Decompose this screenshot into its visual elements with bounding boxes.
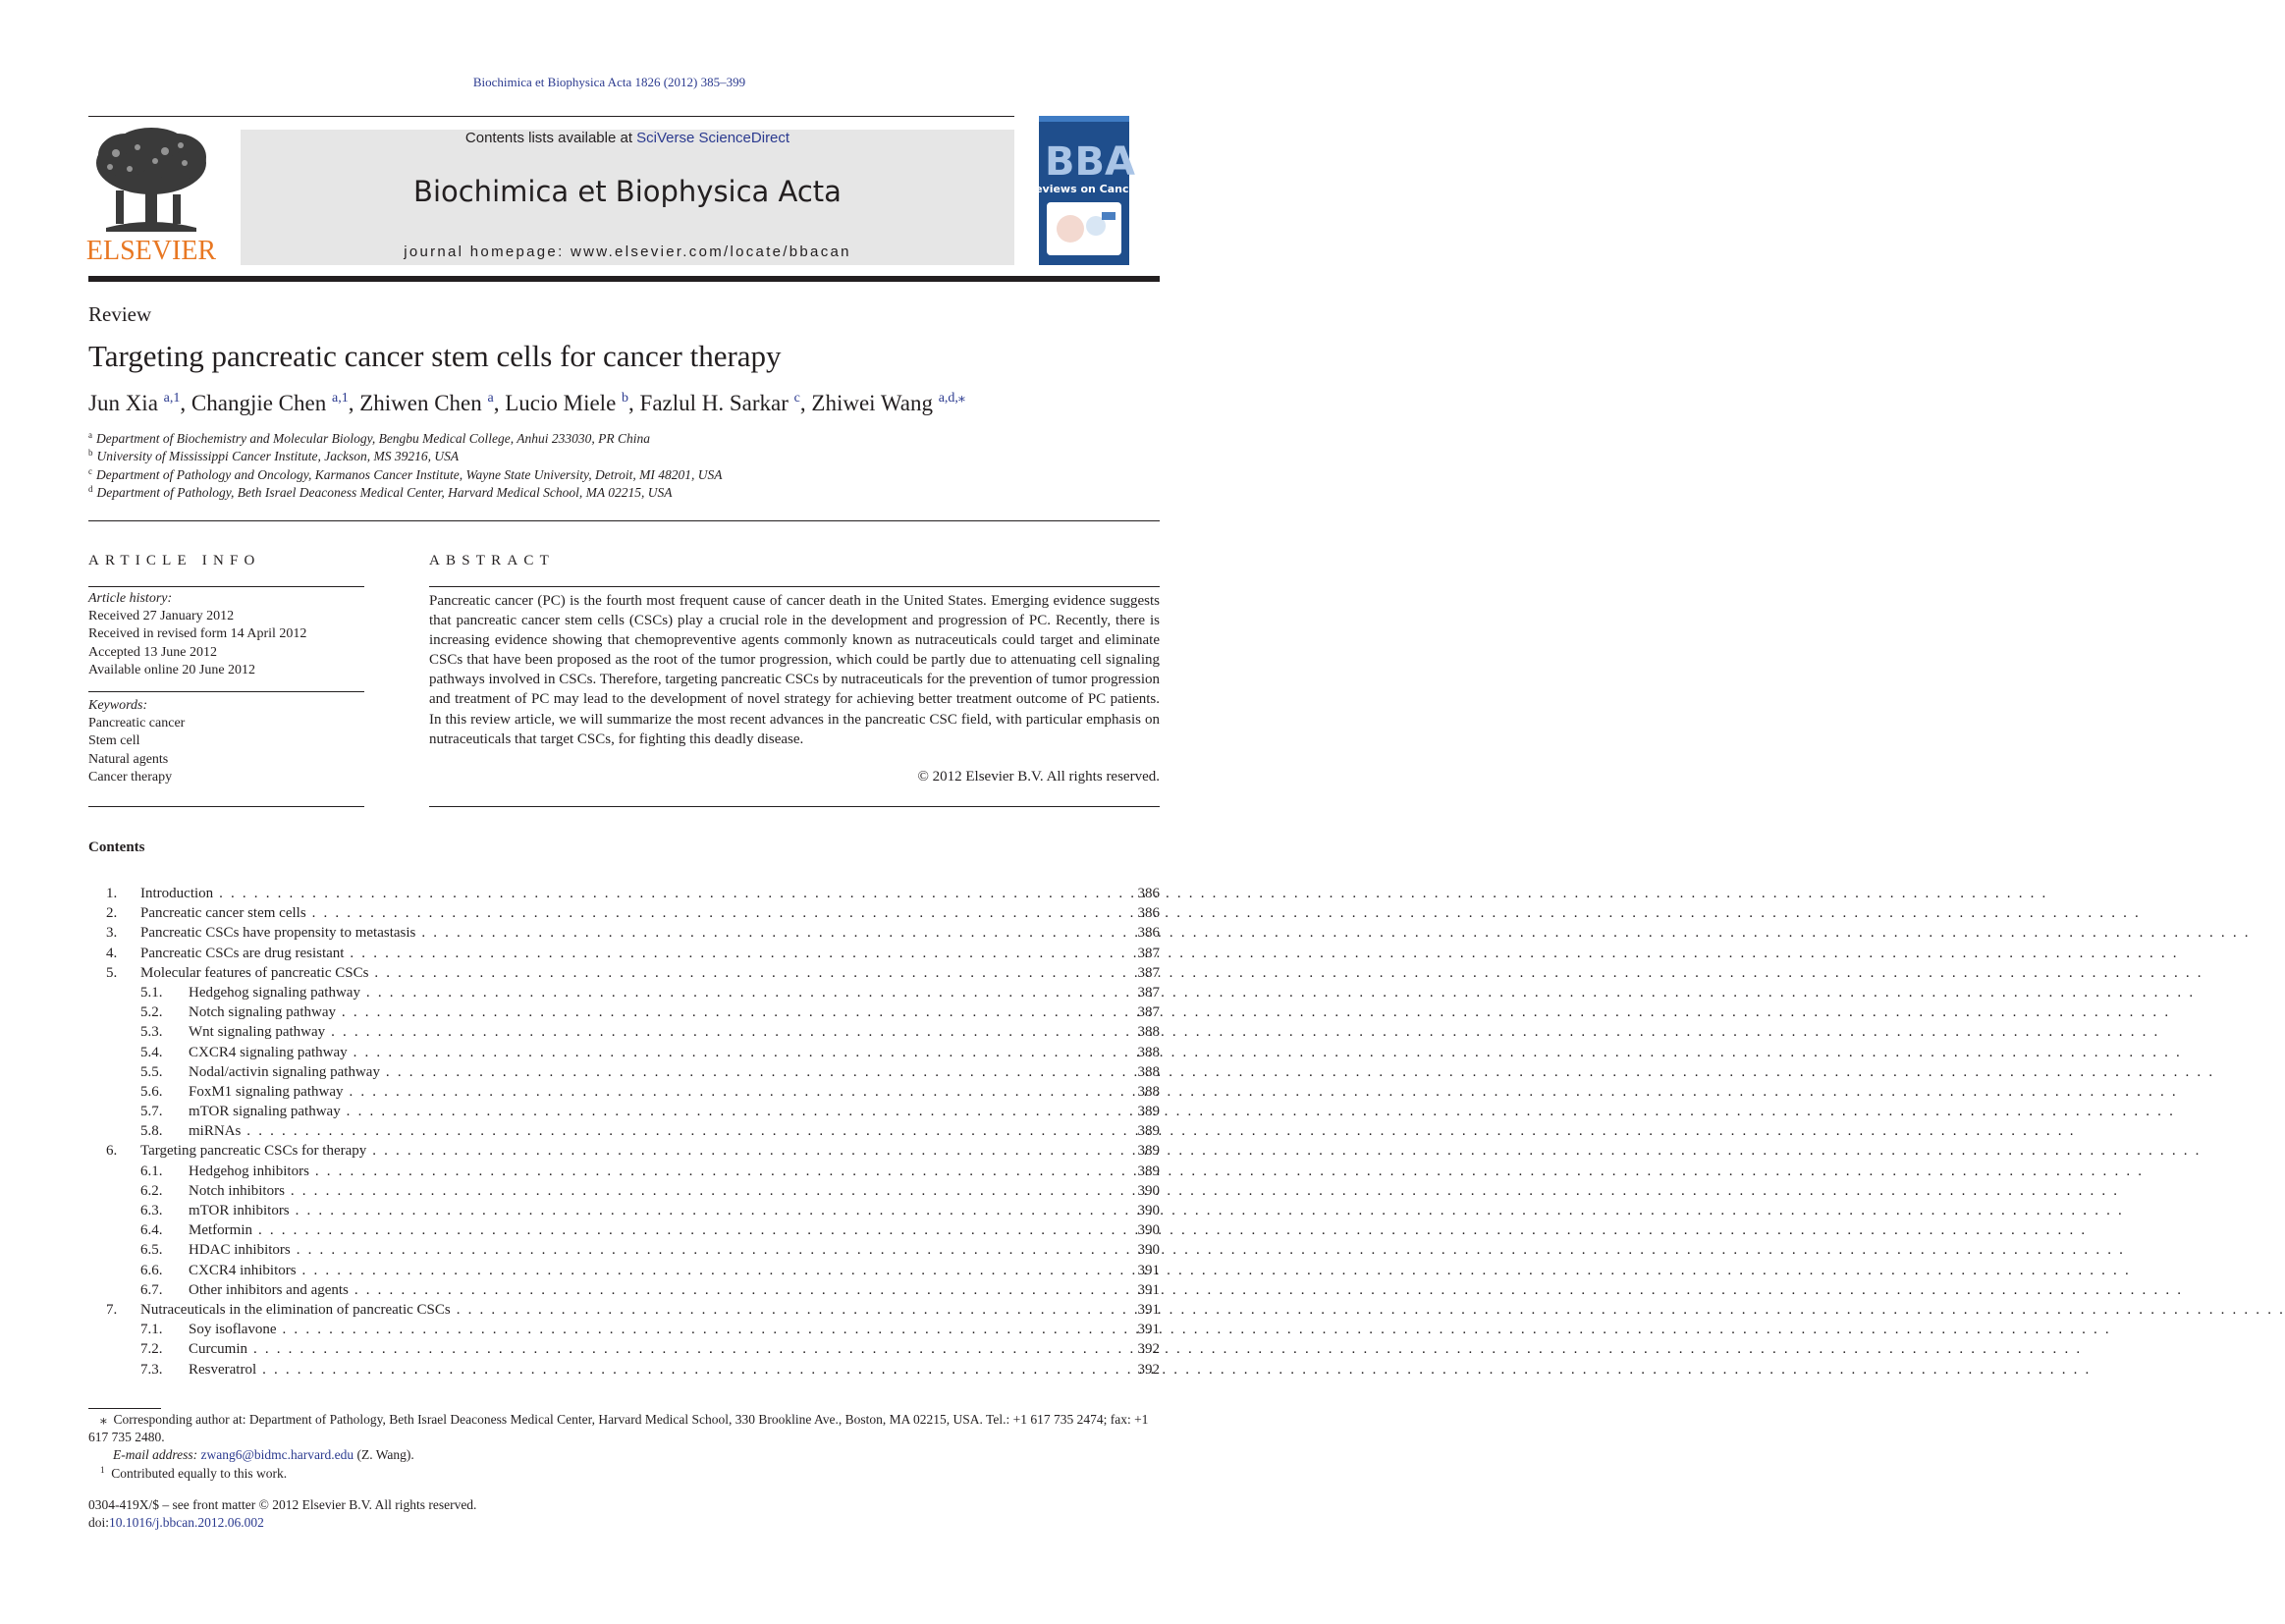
front-matter	[88, 1496, 476, 1532]
cover-title: BBA	[1045, 139, 1135, 185]
toc-entry-leader	[189, 1162, 1113, 1181]
toc-entry-leader	[189, 1339, 1113, 1359]
table-of-contents	[88, 884, 1160, 1380]
author-list: Jun Xia $^{a,1}$, Changjie Chen $^{a,1}$, Zhiwen Chen $^a$, Lucio Miele $^b$, Fazlul H. Sarkar $^c$, Zhiwei Wang $^{a,d,⁎}$	[88, 391, 965, 415]
email-label: E-mail address:	[113, 1447, 198, 1463]
abstract-text: Pancreatic cancer (PC) is the fourth most frequent cause of cancer death in the United States. Emerging evidence suggests that pancreatic cancer stem cells (CSCs) play a crucial role in the development and progression of PC. Recently, there is increasing evidence showing that chemopreventive agents commonly known as nutraceuticals could target and eliminate CSCs that have been proposed as the root of the tumor progression, which could be partly due to attenuating cell signaling pathways involved in CSCs. Therefore, targeting pancreatic CSCs by nutraceuticals for the prevention of tumor progression and treatment of PC may lead to the development of novel strategy for achieving better treatment outcome of PC patients. In this review article, we will summarize the most recent advances in the pancreatic CSC field, with particular emphasis on nutraceuticals that target CSCs, for fighting this deadly disease.	[429, 593, 1160, 747]
toc-entry[interactable]	[88, 923, 1160, 943]
issn-line: 0304-419X/$ – see front matter © 2012 Elsevier B.V. All rights reserved.	[88, 1497, 477, 1512]
toc-entry-leader	[189, 1220, 1113, 1240]
toc-entry-label[interactable]: FoxM1 signaling pathway	[189, 1083, 344, 1100]
author-name[interactable]: Changjie Chen	[190, 391, 327, 415]
elsevier-tree-icon	[86, 126, 216, 265]
toc-entry-label[interactable]: CXCR4 inhibitors	[189, 1262, 297, 1278]
keyword-item[interactable]: Natural agents	[88, 751, 169, 767]
toc-entry-page: 391	[1137, 1262, 1160, 1278]
author-affiliation-mark[interactable]: a	[487, 391, 494, 406]
toc-entry-number: 7.	[106, 1301, 118, 1318]
history-item: Received 27 January 2012	[88, 609, 235, 624]
toc-entry-leader	[189, 1201, 1113, 1220]
toc-entry-page: 389	[1137, 1123, 1160, 1140]
affiliation-key: c	[88, 465, 92, 476]
toc-entry-page: 386	[1137, 886, 1160, 901]
footnotes	[88, 1411, 1160, 1483]
article-info-heading: ARTICLE INFO	[88, 553, 261, 568]
toc-entry[interactable]	[88, 1082, 1160, 1102]
article-type: Review	[88, 302, 152, 326]
author-affiliation-mark[interactable]: a,1	[163, 391, 181, 406]
toc-entry-label[interactable]: Hedgehog signaling pathway	[189, 984, 360, 1001]
toc-entry[interactable]	[88, 1220, 1160, 1240]
toc-entry-leader	[189, 1022, 1113, 1042]
affiliation-text: Department of Biochemistry and Molecular Biology, Bengbu Medical College, Anhui 233030, PR China	[96, 431, 651, 446]
toc-entry-leader	[140, 944, 1113, 963]
toc-entry-leader	[189, 1240, 1113, 1260]
footnote-rule	[88, 1408, 161, 1409]
toc-entry-number: 6.4.	[140, 1222, 163, 1239]
author-affiliation-mark[interactable]: a,1	[331, 391, 349, 406]
toc-entry-number: 5.2.	[140, 1004, 163, 1021]
toc-entry-label[interactable]: Molecular features of pancreatic CSCs	[140, 964, 369, 981]
toc-entry-number: 1.	[106, 886, 118, 901]
toc-entry-page: 391	[1137, 1301, 1160, 1318]
toc-entry[interactable]	[88, 1062, 1160, 1082]
toc-entry-number: 2.	[106, 905, 118, 922]
author-name[interactable]: Zhiwen Chen	[359, 391, 482, 415]
affiliations-divider	[88, 520, 1160, 521]
running-header[interactable]: Biochimica et Biophysica Acta 1826 (2012) 385–399	[472, 75, 746, 89]
toc-entry-page: 388	[1137, 1024, 1160, 1041]
toc-entry-leader	[189, 1102, 1113, 1121]
elsevier-logo	[86, 126, 216, 265]
toc-entry-number: 5.1.	[140, 984, 163, 1001]
toc-entry[interactable]	[88, 884, 1160, 903]
sciencedirect-link[interactable]: SciVerse ScienceDirect	[636, 130, 790, 146]
affiliation-item	[88, 466, 723, 484]
email-link[interactable]: zwang6@bidmc.harvard.edu	[200, 1447, 354, 1463]
toc-entry[interactable]	[88, 1300, 1160, 1320]
toc-entry-leader	[189, 1002, 1113, 1022]
affiliation-text: Department of Pathology and Oncology, Karmanos Cancer Institute, Wayne State University, Detroit, MI 48201, USA	[96, 466, 723, 482]
abstract-bottom-rule	[429, 806, 1160, 807]
toc-entry-number: 7.1.	[140, 1322, 163, 1338]
toc-entry-leader	[189, 1261, 1113, 1280]
toc-entry-page: 387	[1137, 945, 1160, 961]
affiliation-key: d	[88, 483, 93, 494]
toc-entry-leader	[189, 1181, 1113, 1201]
author-affiliation-mark[interactable]: c	[793, 391, 800, 406]
toc-entry[interactable]	[88, 1280, 1160, 1300]
toc-entry-number: 7.2.	[140, 1341, 163, 1358]
journal-homepage[interactable]: journal homepage: www.elsevier.com/locate/bbacan	[404, 244, 851, 260]
toc-entry-number: 3.	[106, 925, 118, 942]
toc-entry-label[interactable]: Pancreatic CSCs have propensity to metastasis	[140, 925, 416, 942]
affiliation-item	[88, 430, 723, 448]
affiliation-key: b	[88, 448, 93, 459]
author-affiliation-mark[interactable]: a,d,⁎	[938, 391, 965, 406]
toc-entry-leader	[140, 1300, 1113, 1320]
doi-line	[88, 1514, 476, 1532]
toc-entry-leader	[189, 1280, 1113, 1300]
toc-entry-page: 389	[1137, 1163, 1160, 1179]
affiliation-item	[88, 484, 723, 502]
toc-entry-page: 390	[1137, 1203, 1160, 1218]
keyword-item[interactable]: Stem cell	[88, 733, 140, 749]
email-owner: (Z. Wang).	[356, 1447, 414, 1463]
email-note	[88, 1446, 1160, 1464]
history-item: Received in revised form 14 April 2012	[88, 626, 307, 642]
affiliation-text: Department of Pathology, Beth Israel Deaconess Medical Center, Harvard Medical School, MA 02215, USA	[96, 484, 673, 500]
toc-entry-number: 4.	[106, 945, 118, 961]
toc-entry-label[interactable]: miRNAs	[189, 1123, 242, 1140]
toc-entry-number: 7.3.	[140, 1361, 163, 1378]
author-name[interactable]: Lucio Miele	[505, 391, 617, 415]
toc-entry[interactable]	[88, 1121, 1160, 1141]
toc-entry-label[interactable]: Resveratrol	[189, 1361, 257, 1378]
toc-entry[interactable]	[88, 1022, 1160, 1042]
history-item: Accepted 13 June 2012	[88, 644, 218, 660]
journal-cover	[1026, 116, 1142, 265]
toc-entry-page: 388	[1137, 1063, 1160, 1080]
toc-entry-label[interactable]: Soy isoflavone	[189, 1322, 277, 1338]
toc-entry-number: 5.4.	[140, 1044, 163, 1060]
toc-entry-label[interactable]: Pancreatic CSCs are drug resistant	[140, 945, 345, 961]
toc-entry-number: 6.	[106, 1143, 118, 1160]
toc-entry[interactable]	[88, 1002, 1160, 1022]
toc-entry[interactable]	[88, 903, 1160, 923]
doi-prefix: doi:	[88, 1515, 110, 1531]
toc-entry-label[interactable]: CXCR4 signaling pathway	[189, 1044, 348, 1060]
keywords-rule	[88, 691, 364, 692]
toc-entry[interactable]	[88, 944, 1160, 963]
toc-entry-number: 5.8.	[140, 1123, 163, 1140]
author-name[interactable]: Zhiwei Wang	[811, 391, 933, 415]
toc-entry-page: 388	[1137, 1083, 1160, 1100]
doi-link[interactable]: 10.1016/j.bbcan.2012.06.002	[109, 1515, 264, 1531]
affiliation-list	[88, 430, 723, 502]
header-divider	[88, 116, 1014, 117]
keywords-block	[88, 697, 185, 786]
toc-entry-number: 5.6.	[140, 1083, 163, 1100]
bba-cover-image	[1026, 116, 1142, 265]
toc-entry-page: 390	[1137, 1222, 1160, 1239]
toc-entry-number: 6.5.	[140, 1242, 163, 1259]
toc-entry-page: 392	[1137, 1341, 1160, 1358]
toc-entry[interactable]	[88, 1201, 1160, 1220]
toc-entry[interactable]	[88, 1102, 1160, 1121]
affiliation-text: University of Mississippi Cancer Institute, Jackson, MS 39216, USA	[96, 449, 460, 464]
toc-entry-page: 386	[1137, 905, 1160, 922]
corresponding-author-note	[88, 1411, 1160, 1446]
toc-entry-label[interactable]: Targeting pancreatic CSCs for therapy	[140, 1143, 367, 1160]
toc-entry-label[interactable]: Notch signaling pathway	[189, 1004, 336, 1021]
toc-entry[interactable]	[88, 1162, 1160, 1181]
toc-entry-label[interactable]: Notch inhibitors	[189, 1182, 285, 1199]
journal-name: Biochimica et Biophysica Acta	[413, 175, 842, 208]
contents-available-line	[241, 130, 1014, 146]
equal-contribution-note	[88, 1465, 1160, 1483]
toc-entry[interactable]	[88, 1360, 1160, 1380]
toc-entry-leader	[189, 1360, 1113, 1380]
toc-entry-page: 388	[1137, 1044, 1160, 1060]
header-thick-divider	[88, 276, 1160, 282]
toc-entry-page: 391	[1137, 1322, 1160, 1338]
toc-entry-label[interactable]: Wnt signaling pathway	[189, 1024, 326, 1041]
toc-entry-page: 391	[1137, 1281, 1160, 1298]
toc-entry-leader	[189, 1082, 1113, 1102]
toc-entry-leader	[140, 963, 1113, 983]
toc-entry-number: 5.7.	[140, 1104, 163, 1120]
toc-entry-page: 389	[1137, 1143, 1160, 1160]
toc-entry-leader	[189, 983, 1113, 1002]
toc-entry-label[interactable]: Introduction	[140, 886, 214, 901]
history-item: Available online 20 June 2012	[88, 662, 256, 677]
toc-entry[interactable]	[88, 1320, 1160, 1339]
toc-entry-page: 387	[1137, 984, 1160, 1001]
toc-entry-leader	[140, 1141, 1113, 1161]
toc-entry[interactable]	[88, 983, 1160, 1002]
keyword-item[interactable]: Cancer therapy	[88, 769, 173, 785]
toc-entry[interactable]	[88, 1261, 1160, 1280]
keyword-item[interactable]: Pancreatic cancer	[88, 716, 186, 731]
corresponding-text: Corresponding author at: Department of Pathology, Beth Israel Deaconess Medical Center, Harvard Medical School, 330 Brookline Ave., Boston, MA 02215, USA. Tel.: +1 617 735 2474; fax: +1 617 735 2480.	[88, 1412, 1149, 1445]
toc-entry-page: 386	[1137, 925, 1160, 942]
toc-entry-label[interactable]: Metformin	[189, 1222, 252, 1239]
contents-heading: Contents	[88, 839, 145, 855]
article-info-rule	[88, 586, 364, 587]
toc-entry-page: 387	[1137, 964, 1160, 981]
toc-entry[interactable]	[88, 1339, 1160, 1359]
toc-entry[interactable]	[88, 1240, 1160, 1260]
toc-entry-leader	[140, 923, 1113, 943]
toc-entry-label[interactable]: Other inhibitors and agents	[189, 1281, 349, 1298]
toc-entry-page: 392	[1137, 1361, 1160, 1378]
abstract-rule	[429, 586, 1160, 587]
article-history-label: Article history:	[88, 591, 173, 606]
toc-entry-number: 6.7.	[140, 1281, 163, 1298]
toc-entry-number: 6.3.	[140, 1203, 163, 1218]
toc-entry-label[interactable]: Hedgehog inhibitors	[189, 1163, 309, 1179]
equal-text: Contributed equally to this work.	[111, 1465, 288, 1481]
affiliation-key: a	[88, 430, 92, 440]
abstract-copyright: © 2012 Elsevier B.V. All rights reserved.	[917, 769, 1160, 785]
toc-entry-number: 5.3.	[140, 1024, 163, 1041]
toc-entry-page: 390	[1137, 1182, 1160, 1199]
toc-entry-number: 6.2.	[140, 1182, 163, 1199]
toc-entry[interactable]	[88, 1181, 1160, 1201]
article-title: Targeting pancreatic cancer stem cells for cancer therapy	[88, 339, 782, 373]
author-affiliation-mark[interactable]: b	[622, 391, 629, 406]
toc-entry-page: 390	[1137, 1242, 1160, 1259]
elsevier-wordmark: ELSEVIER	[85, 236, 217, 266]
toc-entry-label[interactable]: Nutraceuticals in the elimination of pancreatic CSCs	[140, 1301, 451, 1318]
cover-subtitle: Reviews on Cancer	[1026, 183, 1142, 195]
equal-mark: 1	[100, 1464, 105, 1475]
author-name[interactable]: Jun Xia	[88, 391, 158, 415]
toc-entry-label[interactable]: Nodal/activin signaling pathway	[189, 1063, 380, 1080]
toc-entry[interactable]	[88, 1043, 1160, 1062]
affiliation-item	[88, 448, 723, 465]
toc-entry[interactable]	[88, 963, 1160, 983]
author-name[interactable]: Fazlul H. Sarkar	[639, 391, 789, 415]
journal-banner	[241, 130, 1014, 265]
keywords-label: Keywords:	[88, 698, 148, 713]
toc-entry-leader	[140, 884, 1113, 903]
toc-entry-page: 387	[1137, 1004, 1160, 1021]
corresponding-mark: ⁎	[100, 1412, 107, 1427]
article-info-bottom-rule	[88, 806, 364, 807]
toc-entry-number: 6.6.	[140, 1262, 163, 1278]
toc-entry-leader	[189, 1062, 1113, 1082]
toc-entry-label[interactable]: Pancreatic cancer stem cells	[140, 905, 306, 922]
contents-available-text: Contents lists available at	[464, 130, 637, 146]
article-history	[88, 590, 306, 679]
toc-entry-leader	[189, 1043, 1113, 1062]
toc-entry-leader	[189, 1121, 1113, 1141]
toc-entry-number: 6.1.	[140, 1163, 163, 1179]
abstract-heading: ABSTRACT	[429, 553, 555, 568]
toc-entry-number: 5.5.	[140, 1063, 163, 1080]
toc-entry-leader	[189, 1320, 1113, 1339]
toc-entry-label[interactable]: mTOR inhibitors	[189, 1203, 290, 1218]
toc-entry[interactable]	[88, 1141, 1160, 1161]
toc-entry-page: 389	[1137, 1104, 1160, 1120]
toc-entry-label[interactable]: HDAC inhibitors	[189, 1242, 291, 1259]
toc-entry-label[interactable]: mTOR signaling pathway	[189, 1104, 341, 1120]
toc-entry-label[interactable]: Curcumin	[189, 1341, 247, 1358]
toc-entry-number: 5.	[106, 964, 118, 981]
toc-entry-leader	[140, 903, 1113, 923]
